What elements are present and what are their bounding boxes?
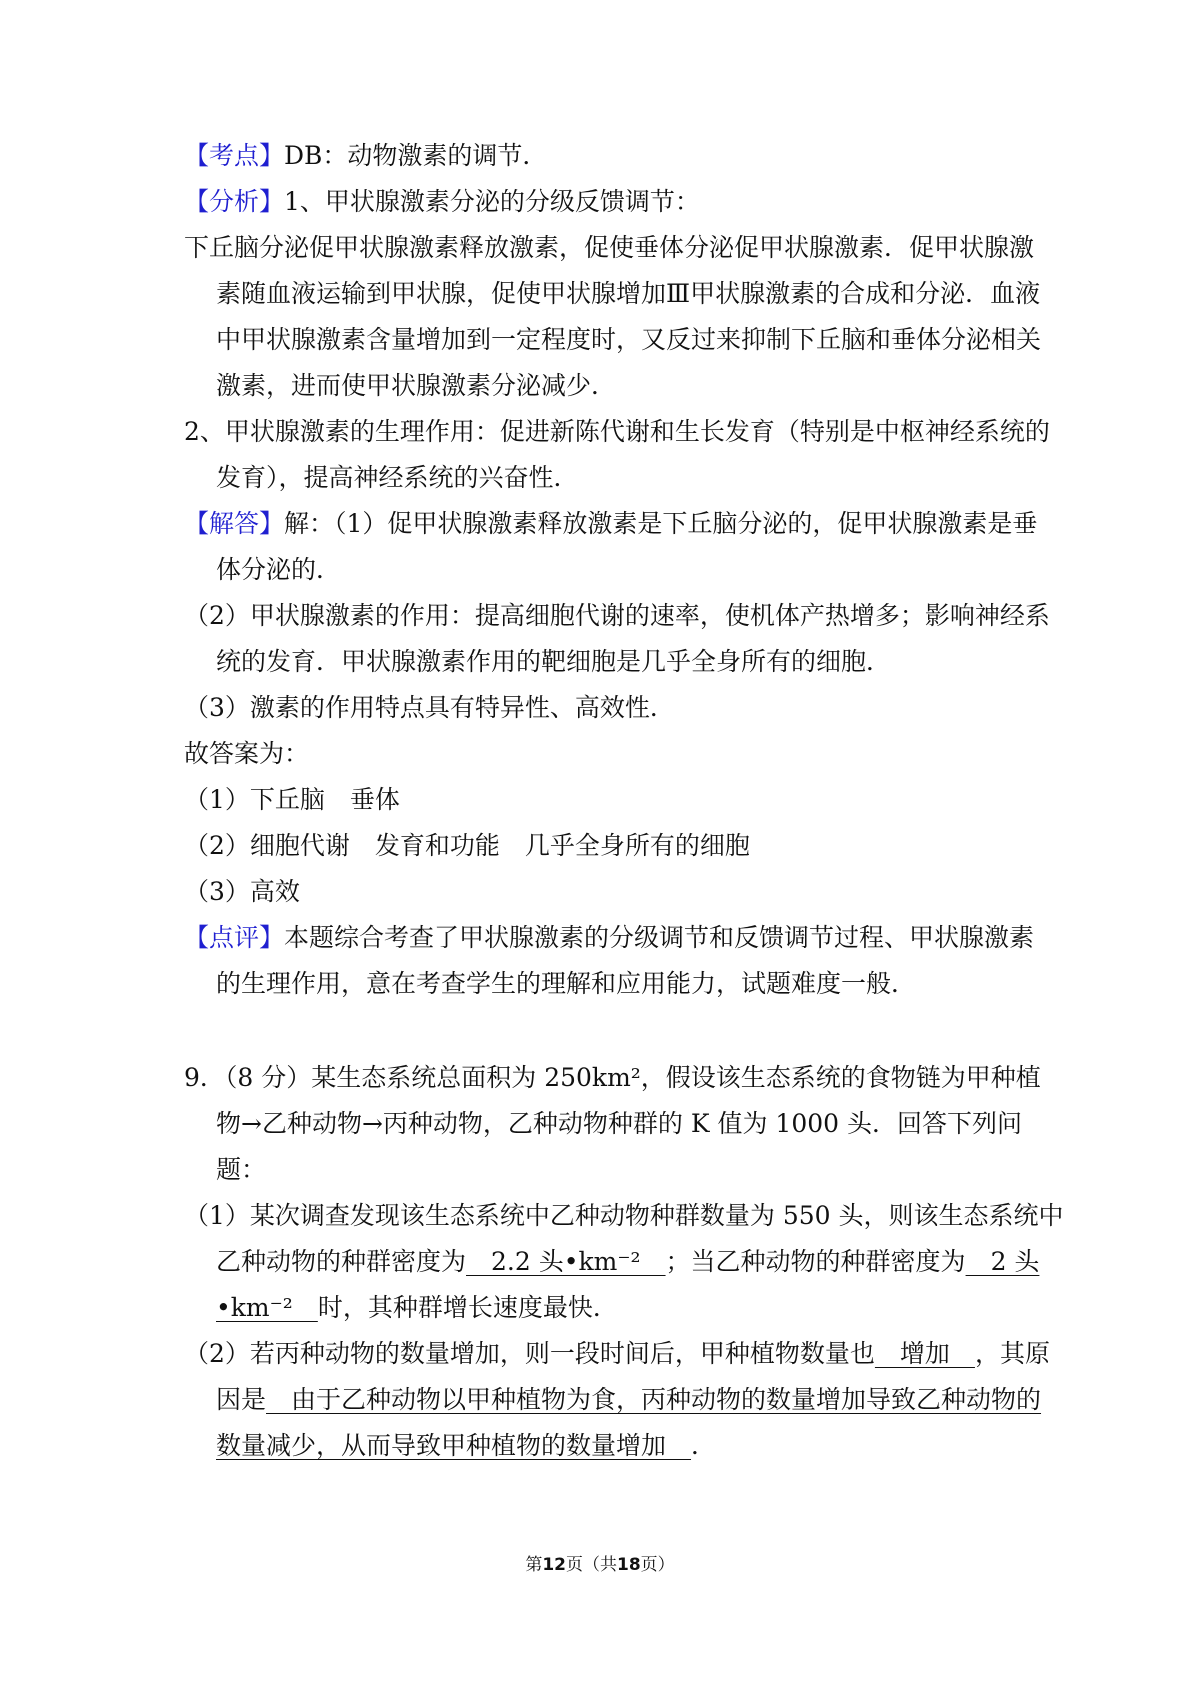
sub2-text: （2）若丙种动物的数量增加，则一段时间后，甲种植物数量也 — [184, 1339, 875, 1368]
jieda-line: （1）下丘脑 垂体 — [184, 785, 400, 814]
fenxi-para2-line: 发育），提高神经系统的兴奋性． — [216, 463, 579, 492]
jieda-line: 故答案为： — [184, 739, 310, 768]
sub1-answer-blank: 2.2 头•km⁻² — [466, 1247, 666, 1276]
sub1-line — [216, 1246, 1039, 1278]
sub1-answer-blank: 2 头 — [965, 1247, 1040, 1276]
dianping-tag: 【点评】 — [184, 923, 285, 952]
footer-text: 页（共 — [566, 1555, 617, 1575]
sub2-text: 因是 — [216, 1385, 267, 1414]
sub2-line — [184, 1338, 1050, 1370]
sub2-text: ，其原 — [974, 1339, 1050, 1368]
fenxi-tag: 【分析】 — [184, 187, 285, 216]
jieda-line: 统的发育．甲状腺激素作用的靶细胞是几乎全身所有的细胞． — [216, 647, 892, 676]
kaodian-tag: 【考点】 — [184, 141, 285, 170]
fenxi-para1-line: 素随血液运输到甲状腺，促使甲状腺增加Ⅲ甲状腺激素的合成和分泌．血液 — [216, 279, 1041, 308]
footer-total-pages: 18 — [617, 1555, 641, 1575]
footer-text: 第 — [525, 1555, 543, 1575]
sub1-line — [216, 1292, 618, 1324]
sub1-text: 乙种动物的种群密度为 — [216, 1247, 467, 1276]
fenxi-para2-line: 2、甲状腺激素的生理作用：促进新陈代谢和生长发育（特别是中枢神经系统的 — [184, 417, 1050, 446]
sub1-text: ；当乙种动物的种群密度为 — [665, 1247, 966, 1276]
page-footer — [0, 1553, 1200, 1577]
sub2-answer-blank: 增加 — [874, 1339, 975, 1368]
jieda-line: （3）高效 — [184, 877, 300, 906]
question-stem-line: 物→乙种动物→丙种动物，乙种动物种群的 K 值为 1000 头．回答下列问 — [216, 1109, 1022, 1138]
sub2-line — [216, 1384, 1041, 1416]
jieda-text: 解：（1）促甲状腺激素释放激素是下丘脑分泌的，促甲状腺激素是垂 — [284, 509, 1038, 538]
fenxi-para1-line: 下丘脑分泌促甲状腺激素释放激素，促使垂体分泌促甲状腺激素．促甲状腺激 — [184, 233, 1035, 262]
sub2-answer-blank: 由于乙种动物以甲种植物为食，丙种动物的数量增加导致乙种动物的 — [266, 1385, 1042, 1414]
footer-page-number: 12 — [542, 1555, 566, 1575]
footer-text: 页） — [640, 1555, 675, 1575]
question-stem-line: 9．（8 分）某生态系统总面积为 250km²，假设该生态系统的食物链为甲种植 — [184, 1063, 1041, 1092]
sub1-line: （1）某次调查发现该生态系统中乙种动物种群数量为 550 头，则该生态系统中 — [184, 1201, 1064, 1230]
sub2-line — [216, 1430, 716, 1462]
dianping-text: 本题综合考查了甲状腺激素的分级调节和反馈调节过程、甲状腺激素 — [284, 923, 1035, 952]
kaodian-text: DB：动物激素的调节． — [284, 141, 548, 170]
sub1-text: 时，其种群增长速度最快． — [317, 1293, 618, 1322]
sub1-answer-blank: •km⁻² — [216, 1293, 318, 1322]
fenxi-para1-line: 中甲状腺激素含量增加到一定程度时，又反过来抑制下丘脑和垂体分泌相关 — [216, 325, 1042, 354]
jieda-tag: 【解答】 — [184, 509, 285, 538]
kaodian-line — [184, 140, 547, 172]
fenxi-para1-line: 激素，进而使甲状腺激素分泌减少． — [216, 371, 617, 400]
sub2-answer-blank: 数量减少，从而导致甲种植物的数量增加 — [216, 1431, 692, 1460]
jieda-line: 体分泌的． — [216, 555, 342, 584]
question-stem-line: 题： — [216, 1155, 267, 1184]
sub2-text: ． — [691, 1431, 717, 1460]
dianping-line — [184, 922, 1034, 954]
jieda-line: （2）细胞代谢 发育和功能 几乎全身所有的细胞 — [184, 831, 750, 860]
jieda-line — [184, 508, 1037, 540]
jieda-line: （2）甲状腺激素的作用：提高细胞代谢的速率，使机体产热增多；影响神经系 — [184, 601, 1050, 630]
jieda-line: （3）激素的作用特点具有特异性、高效性． — [184, 693, 675, 722]
fenxi-first: 1、甲状腺激素分泌的分级反馈调节： — [284, 187, 700, 216]
fenxi-line — [184, 186, 700, 218]
dianping-line: 的生理作用，意在考查学生的理解和应用能力，试题难度一般． — [216, 969, 917, 998]
